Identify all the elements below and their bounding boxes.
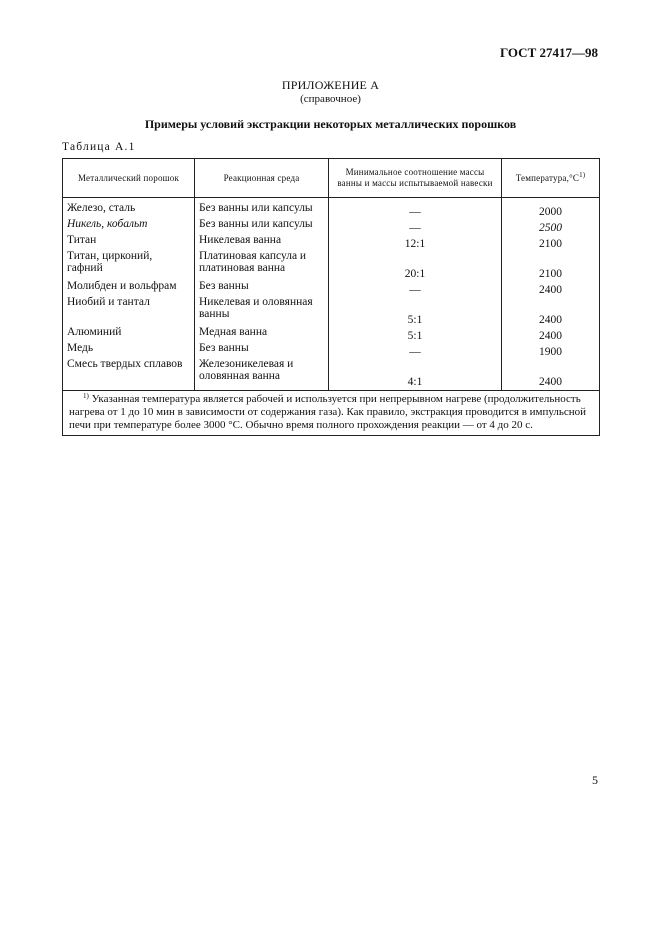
cell-temperature: 2400	[502, 280, 600, 296]
cell-powder: Никель, кобальт	[63, 218, 195, 234]
cell-medium: Медная ванна	[195, 326, 329, 342]
table-row	[63, 250, 600, 280]
col-header-medium: Реакционная среда	[195, 159, 329, 198]
table-row	[63, 342, 600, 358]
cell-ratio: 5:1	[329, 296, 502, 326]
footnote-text: Указанная температура является рабочей и используется при непрерывном нагреве (продолжительность нагрева от 1 до 10 мин в зависимости от содержания газа). Как правило, экстракция проводится в импульсной печи при температуре более 3000 °С. Обычно время полного прохождения реакции — от 4 до 20 с.	[69, 393, 587, 431]
cell-temperature: 2400	[502, 296, 600, 326]
cell-medium: Без ванны	[195, 342, 329, 358]
table-row	[63, 234, 600, 250]
table-footnote-row	[63, 391, 600, 436]
cell-powder: Железо, сталь	[63, 198, 195, 219]
cell-medium: Платиновая капсула и платиновая ванна	[195, 250, 329, 280]
extraction-table	[62, 158, 600, 436]
cell-temperature: 2500	[502, 218, 600, 234]
cell-powder: Молибден и вольфрам	[63, 280, 195, 296]
table-header-row	[63, 159, 600, 198]
cell-medium: Без ванны или капсулы	[195, 198, 329, 219]
cell-ratio: —	[329, 198, 502, 219]
cell-medium: Никелевая и оловянная ванны	[195, 296, 329, 326]
cell-temperature: 2100	[502, 250, 600, 280]
table-row	[63, 218, 600, 234]
cell-medium: Без ванны или капсулы	[195, 218, 329, 234]
cell-temperature: 2400	[502, 358, 600, 391]
cell-ratio: 20:1	[329, 250, 502, 280]
cell-powder: Медь	[63, 342, 195, 358]
cell-medium: Никелевая ванна	[195, 234, 329, 250]
cell-powder: Алюминий	[63, 326, 195, 342]
col-header-ratio: Минимальное соотношение массы ванны и массы испытываемой навески	[329, 159, 502, 198]
cell-temperature: 2100	[502, 234, 600, 250]
table-label: Таблица А.1	[62, 141, 136, 153]
footnote-ref: 1)	[579, 170, 586, 179]
footnote-mark: 1)	[83, 392, 89, 400]
cell-temperature: 2400	[502, 326, 600, 342]
cell-medium: Железоникелевая и оловянная ванна	[195, 358, 329, 391]
cell-powder: Титан, цирконий, гафний	[63, 250, 195, 280]
col-header-powder: Металлический порошок	[63, 159, 195, 198]
cell-powder: Смесь твердых сплавов	[63, 358, 195, 391]
cell-ratio: 12:1	[329, 234, 502, 250]
appendix-subtitle: (справочное)	[300, 93, 361, 105]
cell-ratio: —	[329, 342, 502, 358]
table-footnote	[63, 391, 600, 436]
cell-ratio: 4:1	[329, 358, 502, 391]
standard-number: ГОСТ 27417—98	[499, 45, 598, 60]
cell-ratio: 5:1	[329, 326, 502, 342]
table-row	[63, 280, 600, 296]
table-row	[63, 198, 600, 219]
section-heading: Примеры условий экстракции некоторых металлических порошков	[144, 117, 517, 131]
cell-temperature: 2000	[502, 198, 600, 219]
cell-medium: Без ванны	[195, 280, 329, 296]
col-header-temperature-text: Температура,°С	[515, 172, 580, 183]
page-number: 5	[592, 773, 598, 787]
cell-temperature: 1900	[502, 342, 600, 358]
appendix-title: ПРИЛОЖЕНИЕ А	[281, 78, 380, 92]
cell-ratio: —	[329, 218, 502, 234]
table-row	[63, 296, 600, 326]
cell-powder: Ниобий и тантал	[63, 296, 195, 326]
table-row	[63, 326, 600, 342]
cell-powder: Титан	[63, 234, 195, 250]
table-row	[63, 358, 600, 391]
cell-ratio: —	[329, 280, 502, 296]
col-header-temperature	[502, 159, 600, 198]
